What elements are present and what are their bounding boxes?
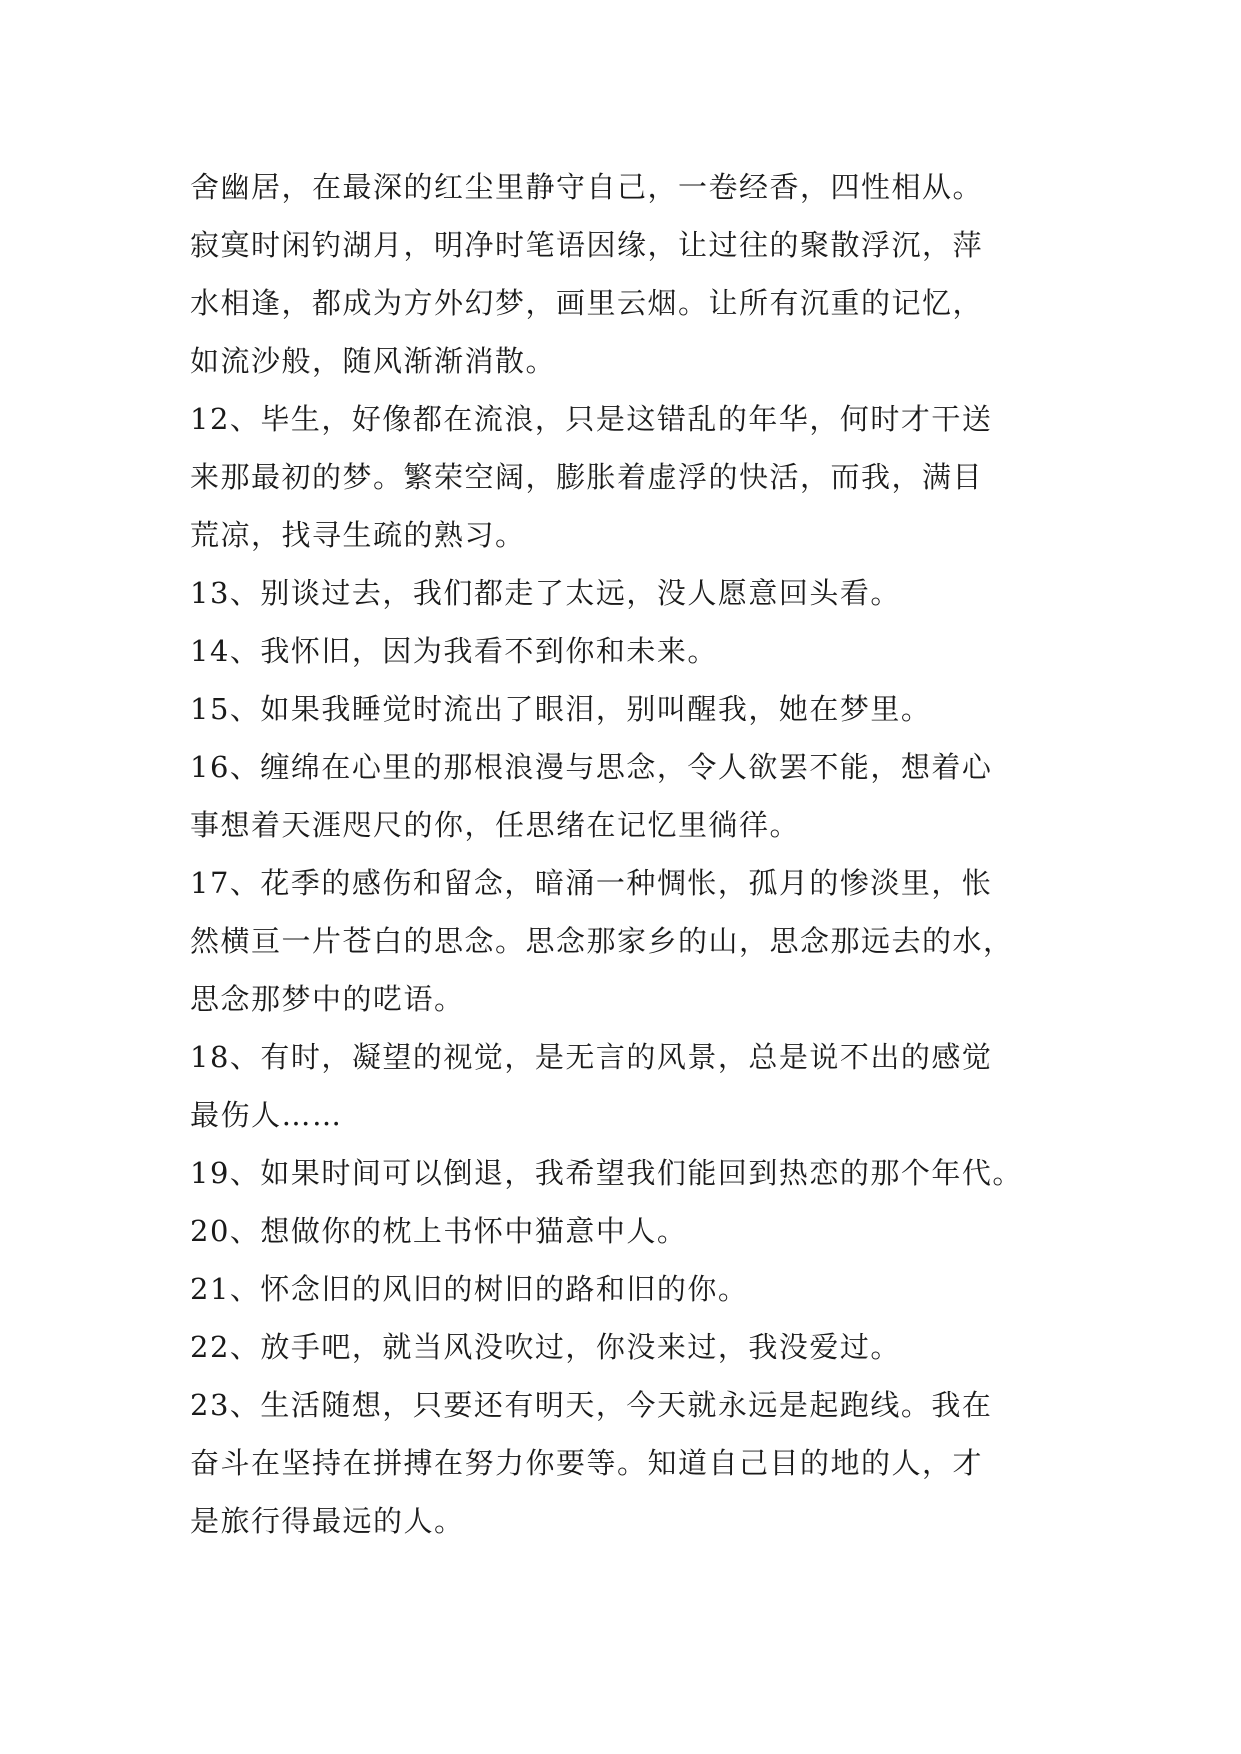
text-line: 12、毕生，好像都在流浪，只是这错乱的年华，何时才干送: [190, 402, 993, 436]
text-line: 19、如果时间可以倒退，我希望我们能回到热恋的那个年代。: [190, 1156, 1023, 1190]
text-line: 最伤人……: [190, 1098, 343, 1132]
text-line: 思念那梦中的呓语。: [190, 982, 465, 1016]
text-line: 舍幽居，在最深的红尘里静守自己，一卷经香，四性相从。: [190, 170, 984, 204]
text-line: 事想着天涯咫尺的你，任思绪在记忆里徜徉。: [190, 808, 801, 842]
text-line: 23、生活随想，只要还有明天，今天就永远是起跑线。我在: [190, 1388, 993, 1422]
text-line: 18、有时，凝望的视觉，是无言的风景，总是说不出的感觉: [190, 1040, 993, 1074]
text-line: 来那最初的梦。繁荣空阔，膨胀着虚浮的快活，而我，满目: [190, 460, 984, 494]
text-line: 然横亘一片苍白的思念。思念那家乡的山，思念那远去的水，: [190, 924, 1014, 958]
text-line: 20、想做你的枕上书怀中猫意中人。: [190, 1214, 688, 1248]
text-line: 是旅行得最远的人。: [190, 1504, 465, 1538]
text-line: 水相逢，都成为方外幻梦，画里云烟。让所有沉重的记忆，: [190, 286, 984, 320]
text-line: 荒凉，找寻生疏的熟习。: [190, 518, 526, 552]
text-line: 14、我怀旧，因为我看不到你和未来。: [190, 634, 718, 668]
text-line: 寂寞时闲钓湖月，明净时笔语因缘，让过往的聚散浮沉，萍: [190, 228, 984, 262]
text-line: 如流沙般，随风渐渐消散。: [190, 344, 557, 378]
text-line: 17、花季的感伤和留念，暗涌一种惆怅，孤月的惨淡里，怅: [190, 866, 993, 900]
text-line: 15、如果我睡觉时流出了眼泪，别叫醒我，她在梦里。: [190, 692, 932, 726]
text-line: 22、放手吧，就当风没吹过，你没来过，我没爱过。: [190, 1330, 901, 1364]
text-line: 奋斗在坚持在拼搏在努力你要等。知道自己目的地的人，才: [190, 1446, 984, 1480]
text-line: 21、怀念旧的风旧的树旧的路和旧的你。: [190, 1272, 749, 1306]
text-line: 16、缠绵在心里的那根浪漫与思念，令人欲罢不能，想着心: [190, 750, 993, 784]
text-line: 13、别谈过去，我们都走了太远，没人愿意回头看。: [190, 576, 901, 610]
document-body: [190, 158, 1070, 1550]
